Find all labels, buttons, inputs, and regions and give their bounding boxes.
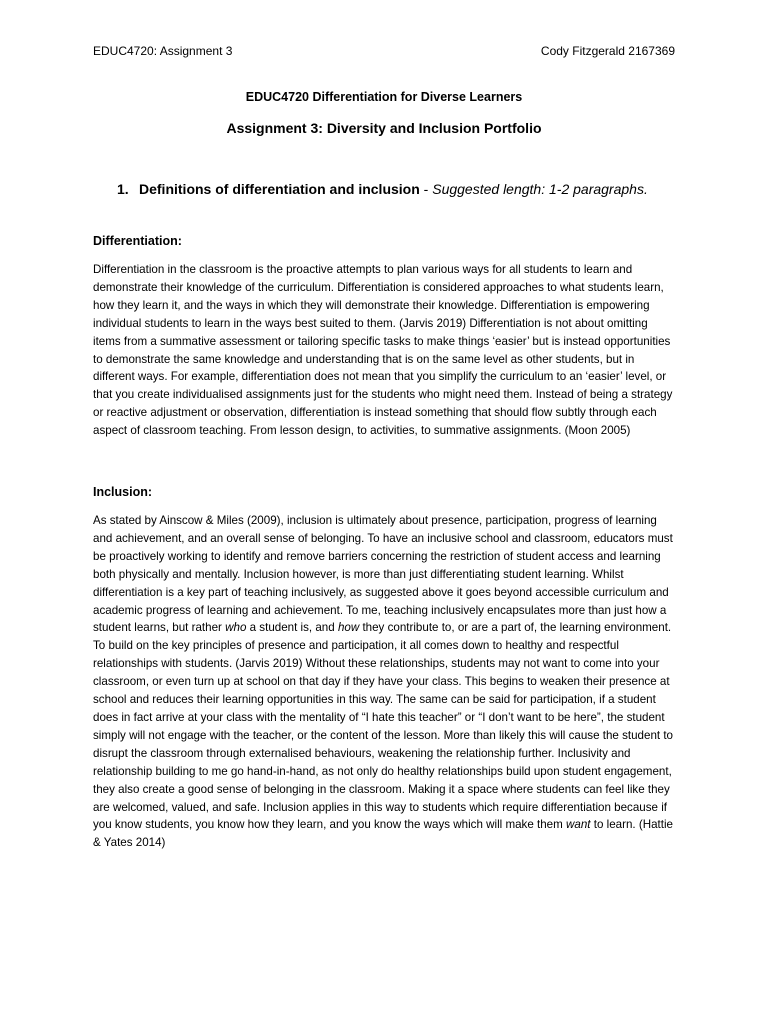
section-number: 1. (117, 181, 129, 197)
inclusion-emphasis-how: how (337, 621, 360, 635)
section-heading-text (139, 178, 659, 200)
inclusion-text-part: As stated by Ainscow & Miles (2009), inclusion is ultimately about presence, participation, progress of learning and achievement, and an overall sense of belonging. To have an inclusive school and classroom, educators must be proactively working to identify and remove barriers concerning the restriction of student access and learning both physically and mentally. Inclusion however, is more than just differentiating student learning. Whilst differentiation is a key part of teaching inclusively, as suggested above it goes beyond accessible curriculum and academic progress of learning and achievement. To me, teaching inclusively encapsulates more than just how a student learns, but rather (93, 514, 673, 635)
course-title: EDUC4720 Differentiation for Diverse Learners (245, 90, 523, 104)
page-header (93, 43, 675, 59)
inclusion-text-part: to learn. (Hattie & Yates 2014) (93, 818, 673, 850)
differentiation-paragraph: Differentiation in the classroom is the proactive attempts to plan various ways for all students to learn and demonstrate their knowledge of the curriculum. Differentiation is considered approaches to what students learn, how they learn it, and the ways in which they will demonstrate their knowledge. Differentiation is empowering individual students to learn in the ways best suited to them. (Jarvis 2019) Differentiation is not about omitting items from a summative assessment or tailoring specific tasks to make things ‘easier’ but is instead opportunities to demonstrate the same knowledge and understanding that is on the same level as other students, but in different ways. For example, differentiation does not mean that you simplify the curriculum to an ‘easier’ level, or that you create individualised assignments just for the students who might need them. Instead of being a strategy or reactive adjustment or observation, differentiation is instead something that should flow subtly through each aspect of classroom teaching. From lesson design, to activities, to summative assignments. (Moon 2005) (93, 263, 673, 438)
inclusion-emphasis-who: who (225, 621, 247, 635)
inclusion-paragraph (93, 512, 677, 852)
inclusion-text-part: a student is, and (246, 621, 338, 635)
inclusion-emphasis-want: want (566, 818, 591, 832)
section-separator: - (419, 181, 433, 197)
header-course-assignment: EDUC4720: Assignment 3 (93, 44, 233, 58)
inclusion-text-part: they contribute to, or are a part of, the learning environment. To build on the key principles of presence and participation, it all comes down to healthy and respectful relationships with students. (Jarvis 2019) Without these relationships, students may not want to come into your classroom, or even turn up at school on that day if they have your class. This begins to weaken their presence at school and reduces their learning opportunities in this way. The same can be said for participation, if a student does in fact arrive at your class with the mentality of “I hate this teacher” or “I don’t want to be here”, the student simply will not engage with the teacher, or the content of the lesson. More than likely this will cause the student to disrupt the classroom through externalised behaviours, weakening the relationship further. Inclusivity and relationship building to me go hand-in-hand, as not only do healthy relationships build upon student engagement, they also create a good sense of belonging in the classroom. Making it a space where students can feel like they are welcomed, valued, and safe. Inclusion applies in this way to students which require differentiation because if you know students, you know how they learn, and you know the ways which will make them (93, 621, 674, 832)
section-title: Definitions of differentiation and inclusion (139, 181, 420, 197)
assignment-title: Assignment 3: Diversity and Inclusion Portfolio (226, 120, 542, 136)
section-suggested-length: Suggested length: 1-2 paragraphs. (432, 181, 648, 197)
header-author: Cody Fitzgerald 2167369 (540, 44, 675, 58)
differentiation-heading: Differentiation: (93, 234, 182, 248)
inclusion-heading: Inclusion: (93, 485, 153, 499)
